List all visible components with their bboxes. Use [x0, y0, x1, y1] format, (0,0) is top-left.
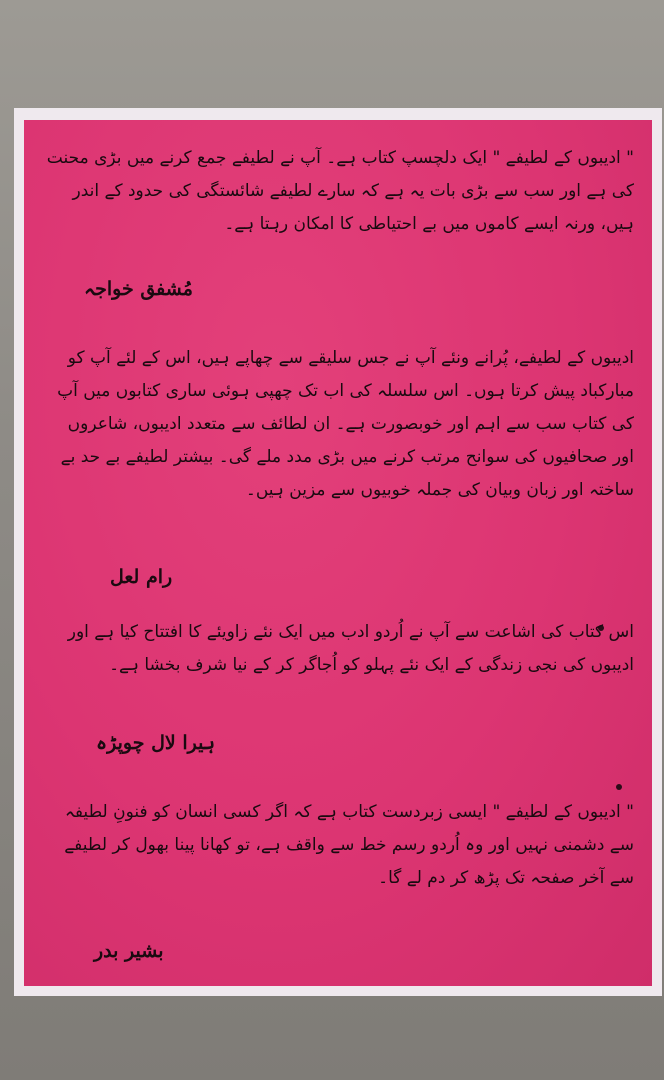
- quote-text-2: ادیبوں کے لطیفے، پُرانے ونئے آپ نے جس سلیقے سے چھاپے ہیں، اس کے لئے آپ کو مبارکباد پیش کرتا ہوں۔ اس سلسلہ کی اب تک چھپی ہوئی ساری کتابوں میں آپ کی کتاب سب سے اہم اور خوبصورت ہے۔ ان لطائف سے متعدد ادیبوں، شاعروں اور صحافیوں کی سوانح مرتب کرنے میں بڑی مدد ملے گی۔ بیشتر لطیفے بے حد بے ساختہ اور زبان وبیان کی جملہ خوبیوں سے مزین ہیں۔: [57, 348, 634, 500]
- quote-section-3: [42, 616, 634, 682]
- signature-4: بشیر بدر: [94, 940, 164, 962]
- quote-section-4: [42, 796, 634, 895]
- quote-panel: [24, 120, 652, 986]
- quote-text-4: " ادیبوں کے لطیفے " ایسی زبردست کتاب ہے کہ اگر کسی انسان کو فنونِ لطیفہ سے دشمنی نہیں اور وہ اُردو رسم خط سے واقف ہے، تو کھانا پینا بھول کر لطیفے سے آخر صفحہ تک پڑھ کر دم لے گا۔: [64, 802, 634, 888]
- quote-section-2: [42, 342, 634, 507]
- quote-section-1: [42, 142, 634, 241]
- bullet-dot-icon: [616, 784, 622, 790]
- signature-2: رام لعل: [110, 566, 173, 588]
- quote-text-3: اس کتاب کی اشاعت سے آپ نے اُردو ادب میں ایک نئے زاویئے کا افتتاح کیا ہے اور ادیبوں کی نجی زندگی کے ایک نئے پہلو کو اُجاگر کر کے نیا شرف بخشا ہے۔: [67, 622, 634, 675]
- signature-1: مُشفق خواجہ: [84, 278, 193, 300]
- quote-text-1: " ادیبوں کے لطیفے " ایک دلچسپ کتاب ہے۔ آپ نے لطیفے جمع کرنے میں بڑی محنت کی ہے اور سب سے بڑی بات یہ ہے کہ سارے لطیفے شائستگی کی حدود کے اندر ہیں، ورنہ ایسے کاموں میں بے احتیاطی کا امکان رہتا ہے۔: [46, 148, 634, 234]
- signature-3: ہیرا لال چوپڑہ: [96, 732, 215, 754]
